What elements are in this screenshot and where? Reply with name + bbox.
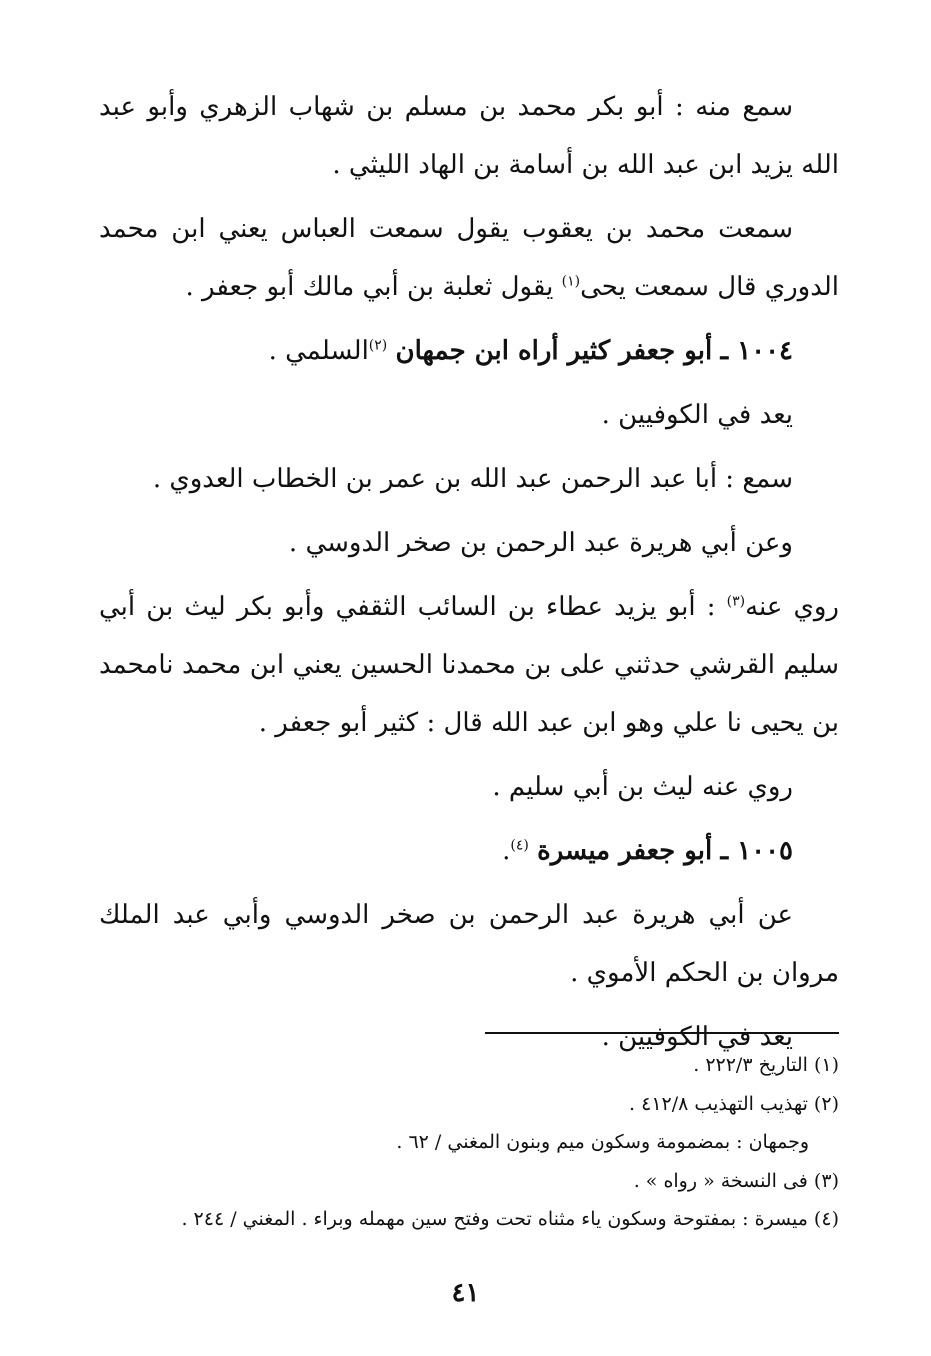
entry-number: ١٠٠٥ ـ — [720, 836, 793, 866]
footnote-2: (٢) تهذيب التهذيب ٤١٢/٨ . — [629, 1092, 839, 1115]
footnote-divider — [485, 1032, 839, 1034]
entry-number: ١٠٠٤ ـ — [720, 336, 793, 366]
line-kufiyyin: يعد في الكوفيين . — [601, 400, 793, 430]
entry-1005-heading — [99, 822, 839, 880]
line-heard-abdullah: سمع : أبا عبد الرحمن عبد الله بن عمر بن الخطاب العدوي . — [152, 464, 793, 494]
footnote-ref-2[interactable]: (٢) — [368, 337, 388, 354]
footnote-4: (٤) ميسرة : بمفتوحة وسكون ياء مثناه تحت وفتح سين مهمله وبراء . المغني / ٢٤٤ . — [181, 1208, 839, 1230]
paragraph-heard-from: سمع منه : أبو بكر محمد بن مسلم بن شهاب الزهري وأبو عبد الله يزيد ابن عبد الله بن أسامة بن الهاد الليثي . — [99, 92, 839, 180]
page-number: ٤١ — [451, 1278, 480, 1308]
entry-name: أبو جعفر ميسرة — [537, 836, 713, 866]
line-layth: روي عنه ليث بن أبي سليم . — [492, 772, 793, 802]
footnote-2-continued: وجمهان : بمضمومة وسكون ميم وبنون المغني / ٦٢ . — [396, 1131, 809, 1153]
footnote-ref-4[interactable]: (٤) — [510, 837, 529, 854]
paragraph-narrators: روي عنه$^{(٣)}$ : أبو يزيد عطاء بن السائب الثقفي وأبو بكر ليث بن أبي سليم القرشي حدثني على بن محمدنا الحسين يعني ابن محمد نامحمد بن يحيى نا علي وهو ابن عبد الله قال : كثير أبو جعفر . — [99, 592, 839, 738]
entry-1004-heading — [99, 322, 839, 380]
footnote-1: (١) التاريخ ٢٢٢/٣ . — [693, 1054, 839, 1076]
line-kufiyyin-2: يعد في الكوفيين . — [601, 1022, 793, 1052]
footnote-ref-3[interactable]: (٣) — [726, 593, 746, 610]
footnote-ref-1[interactable]: (١) — [561, 273, 581, 290]
paragraph-marwan: عن أبي هريرة عبد الرحمن بن صخر الدوسي وأبي عبد الملك مروان بن الحكم الأموي . — [99, 900, 839, 988]
entry-tail: . — [502, 836, 511, 866]
main-text — [99, 78, 839, 1072]
footnotes — [99, 1046, 839, 1239]
footnote-3: (٣) فى النسخة « رواه » . — [633, 1169, 839, 1192]
paragraph-doori-report: سمعت محمد بن يعقوب يقول سمعت العباس يعني ابن محمد الدوري قال سمعت يحى$^{(١)}$ يقول ثعلبة بن أبي مالك أبو جعفر . — [99, 214, 839, 302]
entry-name: أبو جعفر كثير أراه ابن جمهان — [395, 336, 713, 366]
line-abu-hurayra: وعن أبي هريرة عبد الرحمن بن صخر الدوسي . — [288, 528, 793, 558]
entry-tail: السلمي . — [268, 336, 369, 366]
